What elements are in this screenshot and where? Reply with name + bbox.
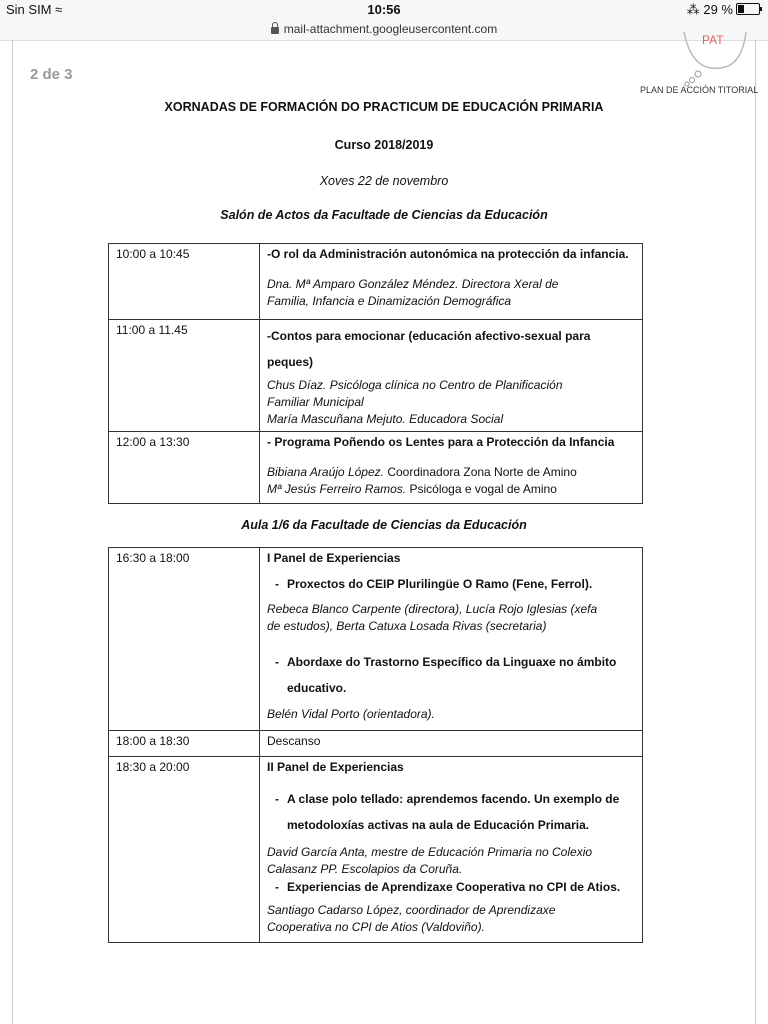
panel-title: I Panel de Experiencias bbox=[267, 551, 401, 565]
speaker-info: Chus Díaz. Psicóloga clínica no Centro de Planificación Familiar Municipal María Mascuñana Mejuto. Educadora Social bbox=[267, 378, 563, 426]
time-cell: 11:00 a 11.45 bbox=[109, 320, 260, 432]
session-cell bbox=[260, 548, 643, 731]
schedule-table-2 bbox=[108, 547, 643, 943]
url-bar[interactable] bbox=[0, 20, 768, 41]
session-cell: Descanso bbox=[260, 731, 643, 757]
carrier-label: Sin SIM ≈ bbox=[6, 2, 63, 17]
speaker-info: Bibiana Araújo López. Coordinadora Zona Norte de Amino Mª Jesús Ferreiro Ramos. Psicóloga e vogal de Amino bbox=[267, 465, 577, 496]
table-row bbox=[109, 548, 643, 731]
speaker-info: Belén Vidal Porto (orientadora). bbox=[267, 707, 435, 721]
logo-caption: PLAN DE ACCIÓN TITORIAL bbox=[640, 85, 759, 95]
list-item: - Abordaxe do Trastorno Específico da Linguaxe no ámbito educativo. bbox=[275, 655, 617, 695]
table-row bbox=[109, 244, 643, 320]
wifi-icon: ≈ bbox=[55, 2, 63, 17]
panel-title: II Panel de Experiencias bbox=[267, 760, 404, 774]
time-cell: 16:30 a 18:00 bbox=[109, 548, 260, 731]
table-row bbox=[109, 432, 643, 504]
session-cell bbox=[260, 757, 643, 943]
date-label: Xoves 22 de novembro bbox=[319, 174, 449, 188]
time-cell: 18:00 a 18:30 bbox=[109, 731, 260, 757]
session-cell bbox=[260, 244, 643, 320]
table-row bbox=[109, 320, 643, 432]
speaker-info: David García Anta, mestre de Educación Primaria no Colexio Calasanz PP. Escolapios da Coruña. bbox=[267, 845, 593, 876]
list-item: - Proxectos do CEIP Plurilingüe O Ramo (Fene, Ferrol). bbox=[275, 577, 593, 591]
session-title: - Programa Poñendo os Lentes para a Protección da Infancia bbox=[267, 435, 615, 449]
status-bar bbox=[0, 0, 768, 20]
time-cell: 12:00 a 13:30 bbox=[109, 432, 260, 504]
time-cell: 10:00 a 10:45 bbox=[109, 244, 260, 320]
document-title: XORNADAS DE FORMACIÓN DO PRACTICUM DE EDUCACIÓN PRIMARIA bbox=[164, 100, 604, 114]
speaker-info: Santiago Cadarso López, coordinador de Aprendizaxe Cooperativa no CPI de Atios (Valdoviño). bbox=[267, 903, 556, 934]
venue-heading-2: Aula 1/6 da Facultade de Ciencias da Educación bbox=[241, 518, 527, 532]
clock: 10:56 bbox=[367, 2, 401, 17]
time-cell: 18:30 a 20:00 bbox=[109, 757, 260, 943]
list-item: - A clase polo tellado: aprendemos facendo. Un exemplo de metodoloxías activas na aula de Educación Primaria. bbox=[275, 792, 620, 832]
session-cell bbox=[260, 320, 643, 432]
schedule-table-1 bbox=[108, 243, 643, 504]
session-cell bbox=[260, 432, 643, 504]
list-item: - Experiencias de Aprendizaxe Cooperativa no CPI de Atios. bbox=[275, 880, 621, 894]
lock-icon bbox=[271, 27, 279, 34]
page-indicator: 2 de 3 bbox=[30, 66, 73, 83]
course-label: Curso 2018/2019 bbox=[334, 138, 434, 152]
speaker-info: Dna. Mª Amparo González Méndez. Directora Xeral de Familia, Infancia e Dinamización Demográfica bbox=[267, 277, 559, 308]
session-title: -O rol da Administración autonómica na protección da infancia. bbox=[267, 247, 629, 261]
table-row bbox=[109, 731, 643, 757]
battery-status: ⁂ 29 % bbox=[687, 2, 760, 18]
svg-text:PAT: PAT bbox=[702, 33, 724, 47]
table-row bbox=[109, 757, 643, 943]
session-title: -Contos para emocionar (educación afectivo-sexual para peques) bbox=[267, 329, 591, 369]
bluetooth-icon: ⁂ bbox=[686, 2, 700, 17]
venue-heading-1: Salón de Actos da Facultade de Ciencias da Educación bbox=[220, 208, 548, 222]
speaker-info: Rebeca Blanco Carpente (directora), Lucía Rojo Iglesias (xefa de estudos), Berta Catuxa Losada Rivas (secretaria) bbox=[267, 602, 598, 633]
url-text[interactable]: mail-attachment.googleusercontent.com bbox=[283, 22, 498, 36]
battery-icon bbox=[736, 3, 760, 15]
